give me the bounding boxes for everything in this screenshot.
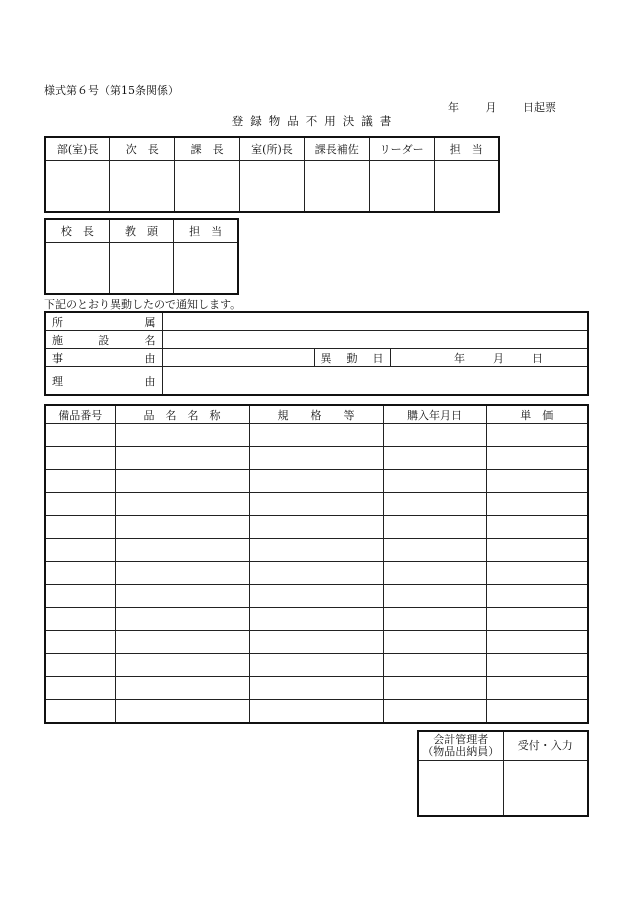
table-row <box>45 447 588 470</box>
item-name-cell[interactable] <box>115 516 249 539</box>
affiliation-label-char: 属 <box>144 315 156 329</box>
stamp-box[interactable] <box>304 161 369 213</box>
table-row <box>45 539 588 562</box>
equipment-number-cell[interactable] <box>45 631 115 654</box>
equipment-number-cell[interactable] <box>45 654 115 677</box>
equipment-number-cell[interactable] <box>45 562 115 585</box>
approval-header-cell: 室(所)長 <box>240 137 305 161</box>
notice-text: 下記のとおり異動したので通知します。 <box>44 298 242 311</box>
transfer-month-label: 月 <box>493 351 504 365</box>
item-name-cell[interactable] <box>115 608 249 631</box>
facility-name-label <box>45 331 162 349</box>
date-day-issue-label: 日起票 <box>523 101 556 114</box>
specification-cell[interactable] <box>249 447 383 470</box>
school-approval-table <box>44 218 239 295</box>
reason-field[interactable] <box>162 367 588 396</box>
table-row <box>45 700 588 724</box>
column-header-unit-price: 単 価 <box>486 405 588 424</box>
school-approval-header-cell: 担 当 <box>174 219 238 243</box>
purchase-date-cell[interactable] <box>383 631 486 654</box>
approval-header-cell: 課長補佐 <box>304 137 369 161</box>
stamp-box[interactable] <box>434 161 499 213</box>
equipment-number-cell[interactable] <box>45 700 115 724</box>
stamp-box[interactable] <box>240 161 305 213</box>
unit-price-cell[interactable] <box>486 470 588 493</box>
purchase-date-cell[interactable] <box>383 424 486 447</box>
approval-header-cell: 担 当 <box>434 137 499 161</box>
reason-label-char: 理 <box>52 374 63 388</box>
item-name-cell[interactable] <box>115 654 249 677</box>
item-name-cell[interactable] <box>115 424 249 447</box>
school-approval-header-cell: 校 長 <box>45 219 109 243</box>
receipt-table <box>417 730 589 817</box>
column-header-equipment-number: 備品番号 <box>45 405 115 424</box>
purchase-date-cell[interactable] <box>383 470 486 493</box>
stamp-box[interactable] <box>503 761 588 817</box>
purchase-date-cell[interactable] <box>383 539 486 562</box>
specification-cell[interactable] <box>249 539 383 562</box>
table-row <box>45 493 588 516</box>
stamp-box[interactable] <box>110 161 175 213</box>
approval-header-cell: 次 長 <box>110 137 175 161</box>
item-name-cell[interactable] <box>115 447 249 470</box>
item-name-cell[interactable] <box>115 562 249 585</box>
school-approval-header-cell: 教 頭 <box>109 219 173 243</box>
items-table-body <box>45 424 588 724</box>
item-name-cell[interactable] <box>115 539 249 562</box>
reason-label <box>45 367 162 396</box>
unit-price-cell[interactable] <box>486 654 588 677</box>
unit-price-cell[interactable] <box>486 562 588 585</box>
item-name-cell[interactable] <box>115 677 249 700</box>
reason-label-char: 由 <box>144 374 156 388</box>
item-name-cell[interactable] <box>115 493 249 516</box>
matter-label-char: 事 <box>52 351 63 365</box>
transfer-date-label-char: 日 <box>372 351 384 365</box>
transfer-date-label <box>314 349 390 367</box>
purchase-date-cell[interactable] <box>383 585 486 608</box>
date-month-label: 月 <box>485 101 497 114</box>
transfer-date-label-char: 異 <box>320 351 332 365</box>
purchase-date-cell[interactable] <box>383 677 486 700</box>
accounting-manager-header <box>418 731 503 761</box>
column-header-purchase-date: 購入年月日 <box>383 405 486 424</box>
accounting-manager-title: 会計管理者 <box>433 733 489 746</box>
equipment-number-cell[interactable] <box>45 470 115 493</box>
specification-cell[interactable] <box>249 470 383 493</box>
purchase-date-cell[interactable] <box>383 654 486 677</box>
facility-label-char: 設 <box>98 333 110 347</box>
table-row <box>45 562 588 585</box>
goods-cashier-subtitle: （物品出納員） <box>422 745 500 758</box>
reception-input-header: 受付・入力 <box>503 731 588 761</box>
stamp-box[interactable] <box>418 761 503 817</box>
table-row <box>45 608 588 631</box>
equipment-number-cell[interactable] <box>45 608 115 631</box>
purchase-date-cell[interactable] <box>383 700 486 724</box>
specification-cell[interactable] <box>249 516 383 539</box>
transfer-date-field[interactable] <box>390 349 588 367</box>
facility-name-field[interactable] <box>162 331 588 349</box>
approval-header-cell: 部(室)長 <box>45 137 110 161</box>
affiliation-label <box>45 312 162 331</box>
unit-price-cell[interactable] <box>486 608 588 631</box>
item-name-cell[interactable] <box>115 470 249 493</box>
transfer-info-table <box>44 311 589 396</box>
transfer-year-label: 年 <box>454 351 465 365</box>
approval-stamp-table <box>44 136 500 213</box>
equipment-number-cell[interactable] <box>45 447 115 470</box>
table-row <box>45 654 588 677</box>
equipment-number-cell[interactable] <box>45 539 115 562</box>
item-name-cell[interactable] <box>115 631 249 654</box>
unit-price-cell[interactable] <box>486 700 588 724</box>
unit-price-cell[interactable] <box>486 631 588 654</box>
matter-field[interactable] <box>162 349 314 367</box>
column-header-item-name: 品 名 名 称 <box>115 405 249 424</box>
unit-price-cell[interactable] <box>486 539 588 562</box>
unit-price-cell[interactable] <box>486 424 588 447</box>
purchase-date-cell[interactable] <box>383 608 486 631</box>
equipment-number-cell[interactable] <box>45 516 115 539</box>
stamp-box[interactable] <box>45 243 109 295</box>
specification-cell[interactable] <box>249 700 383 724</box>
table-row <box>45 470 588 493</box>
affiliation-label-char: 所 <box>52 315 63 329</box>
facility-label-char: 名 <box>144 333 156 347</box>
equipment-number-cell[interactable] <box>45 493 115 516</box>
matter-label <box>45 349 162 367</box>
transfer-date-label-char: 動 <box>346 351 358 365</box>
unit-price-cell[interactable] <box>486 585 588 608</box>
item-name-cell[interactable] <box>115 700 249 724</box>
date-year-label: 年 <box>448 101 459 114</box>
table-row <box>45 516 588 539</box>
stamp-box[interactable] <box>45 161 110 213</box>
table-row <box>45 585 588 608</box>
table-row <box>45 424 588 447</box>
table-row <box>45 631 588 654</box>
purchase-date-cell[interactable] <box>383 562 486 585</box>
unit-price-cell[interactable] <box>486 447 588 470</box>
purchase-date-cell[interactable] <box>383 516 486 539</box>
unit-price-cell[interactable] <box>486 677 588 700</box>
specification-cell[interactable] <box>249 585 383 608</box>
specification-cell[interactable] <box>249 677 383 700</box>
document-title: 登録物品不用決議書 <box>231 114 399 128</box>
affiliation-field[interactable] <box>162 312 588 331</box>
stamp-box[interactable] <box>175 161 240 213</box>
specification-cell[interactable] <box>249 631 383 654</box>
equipment-items-table <box>44 404 589 724</box>
item-name-cell[interactable] <box>115 585 249 608</box>
column-header-specification: 規 格 等 <box>249 405 383 424</box>
equipment-number-cell[interactable] <box>45 677 115 700</box>
specification-cell[interactable] <box>249 424 383 447</box>
specification-cell[interactable] <box>249 654 383 677</box>
facility-label-char: 施 <box>52 333 63 347</box>
matter-label-char: 由 <box>144 351 156 365</box>
purchase-date-cell[interactable] <box>383 447 486 470</box>
transfer-day-label: 日 <box>532 351 543 365</box>
unit-price-cell[interactable] <box>486 516 588 539</box>
table-row <box>45 677 588 700</box>
approval-header-cell: 課 長 <box>175 137 240 161</box>
unit-price-cell[interactable] <box>486 493 588 516</box>
approval-header-cell: リーダー <box>369 137 434 161</box>
stamp-box[interactable] <box>109 243 173 295</box>
specification-cell[interactable] <box>249 608 383 631</box>
equipment-number-cell[interactable] <box>45 585 115 608</box>
purchase-date-cell[interactable] <box>383 493 486 516</box>
equipment-number-cell[interactable] <box>45 424 115 447</box>
stamp-box[interactable] <box>174 243 238 295</box>
form-number: 様式第６号（第15条関係） <box>44 84 179 97</box>
specification-cell[interactable] <box>249 493 383 516</box>
stamp-box[interactable] <box>369 161 434 213</box>
specification-cell[interactable] <box>249 562 383 585</box>
